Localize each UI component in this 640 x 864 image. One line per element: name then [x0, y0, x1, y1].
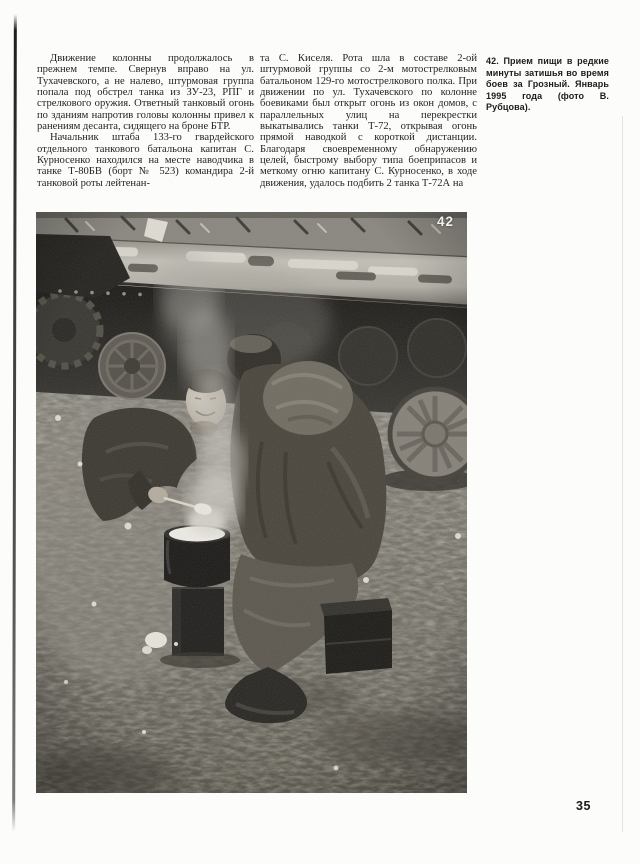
photo-caption: 42. Прием пищи в редкие минуты затишья во время боев за Грозный. Январь 1995 года (фото В. Рубцова). [486, 56, 609, 113]
body-text [37, 53, 477, 189]
photo-soldiers-cooking [36, 212, 467, 793]
photo-illustration [36, 212, 467, 793]
paragraph: Начальник штаба 133-го гвардейского отдельного танкового батальона капитан С. Курносенко находился на месте наводчика в танке Т-80БВ (борт № 523) командира 2-й танковой роты лейтенан- [37, 132, 254, 189]
text-column-right [260, 53, 477, 189]
text-column-left [37, 53, 254, 189]
paragraph: Движение колонны продолжалось в прежнем темпе. Свернув вправо на ул. Тухачевского, а не налево, штурмовая группа попала под обстрел танка из ЗУ-23, РПГ и стрелкового оружия. Ответный танковый огонь по зданиям напротив головы колонны привел к ранениям десанта, сидящего на броне БТР. [37, 53, 254, 133]
right-page-edge-line [622, 116, 623, 832]
photo-number-label: 42 [436, 214, 454, 229]
left-scan-edge-line [12, 14, 17, 832]
page-number: 35 [576, 799, 591, 813]
paragraph: та С. Киселя. Рота шла в составе 2-ой штурмовой группы со 2-м мотострелковым батальоном 129-го мотострелкового полка. При движении по ул. Тухачевского по колонне боевиками был открыт огонь из окон домов, с параллельных улиц на перекрестки выкатывались танки Т-72, открывая огонь прямой наводкой с короткой дистанции. Благодаря своевременному обнаружению целей, быстрому выбору типа боеприпасов и меткому огню капитану С. Курносенко, в ходе движения, удалось подбить 2 танка Т-72А на [260, 53, 477, 189]
